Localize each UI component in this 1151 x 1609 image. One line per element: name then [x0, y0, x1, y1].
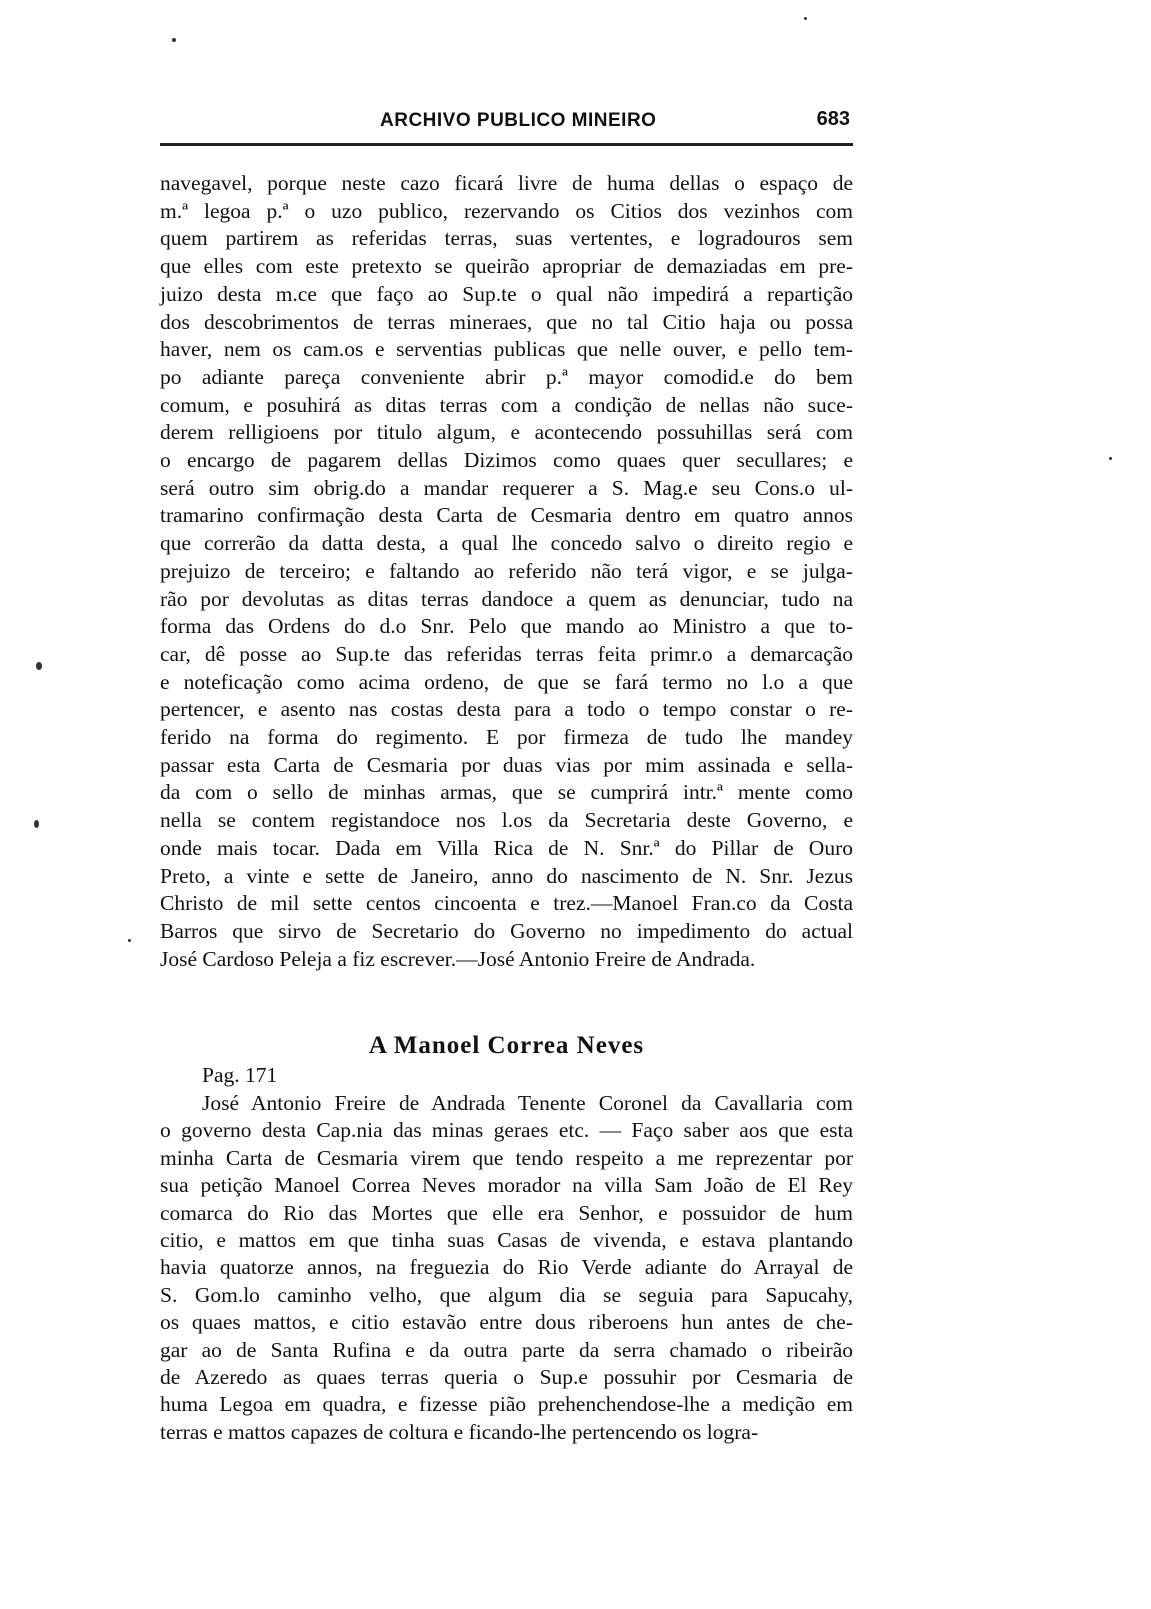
running-header — [160, 104, 860, 140]
scan-speck — [1109, 457, 1112, 460]
text-line: derem relligioens por titulo algum, e acontecendo possuhillas será com — [160, 420, 853, 445]
header-rule — [160, 143, 853, 146]
text-line: quem partirem as referidas terras, suas vertentes, e logradouros sem — [160, 226, 853, 251]
text-line: e noteficação como acima ordeno, de que se fará termo no l.o a que — [160, 669, 853, 694]
text-line: m.ª legoa p.ª o uzo publico, rezervando os Citios dos vezinhos com — [160, 198, 853, 223]
scan-speck — [128, 939, 131, 942]
text-line: onde mais tocar. Dada em Villa Rica de N. Snr.ª do Pillar de Ouro — [160, 835, 853, 860]
text-line: o governo desta Cap.nia das minas geraes etc. — Faço saber aos que esta — [160, 1118, 853, 1143]
text-line: da com o sello de minhas armas, que se cumprirá intr.ª mente como — [160, 780, 853, 805]
scan-speck — [172, 38, 176, 42]
text-line: que correrão da datta desta, a qual lhe concedo salvo o direito regio e — [160, 531, 853, 556]
section-title: A Manoel Correa Neves — [368, 1032, 645, 1059]
text-line: terras e mattos capazes de coltura e ficando-lhe pertencendo os logra- — [160, 1419, 759, 1444]
paragraph-1 — [160, 170, 853, 973]
text-line: passar esta Carta de Cesmaria por duas vias por mim assinada e sella- — [160, 752, 853, 777]
scan-speck — [36, 662, 42, 670]
text-line: minha Carta de Cesmaria virem que tendo respeito a me reprezentar por — [160, 1145, 853, 1170]
text-line: sua petição Manoel Correa Neves morador na villa Sam João de El Rey — [160, 1173, 853, 1198]
text-line: havia quatorze annos, na freguezia do Rio Verde adiante do Arrayal de — [160, 1255, 853, 1280]
text-line: ferido na forma do regimento. E por firmeza de tudo lhe mandey — [160, 725, 853, 750]
text-line: juizo desta m.ce que faço ao Sup.te o qual não impedirá a repartição — [160, 281, 853, 306]
header-title: ARCHIVO PUBLICO MINEIRO — [380, 110, 657, 131]
scan-speck — [34, 820, 39, 828]
text-line: comarca do Rio das Mortes que elle era Senhor, e possuidor de hum — [160, 1200, 853, 1225]
text-line: haver, nem os cam.os e serventias publicas que nelle ouver, e pello tem- — [160, 337, 853, 362]
text-line: José Antonio Freire de Andrada Tenente Coronel da Cavallaria com — [202, 1091, 853, 1115]
text-line: que elles com este pretexto se queirão apropriar de demaziadas em pre- — [160, 254, 853, 279]
text-line: comum, e posuhirá as ditas terras com a condição de nellas não suce- — [160, 392, 853, 417]
text-line: po adiante pareça conveniente abrir p.ª mayor comodid.e do bem — [160, 364, 853, 389]
text-line: huma Legoa em quadra, e fizesse pião prehenchendose-lhe a medição em — [160, 1392, 853, 1417]
text-line: dos descobrimentos de terras mineraes, que no tal Citio haja ou possa — [160, 309, 853, 334]
text-line: Christo de mil sette centos cincoenta e trez.—Manoel Fran.co da Costa — [160, 891, 853, 916]
paragraph-2 — [160, 1090, 853, 1446]
page-reference: Pag. 171 — [202, 1063, 278, 1087]
text-line: navegavel, porque neste cazo ficará livre de huma dellas o espaço de — [160, 171, 853, 195]
text-line: tramarino confirmação desta Carta de Cesmaria dentro em quatro annos — [160, 503, 853, 528]
text-line: Barros que sirvo de Secretario do Governo no impedimento do actual — [160, 918, 853, 943]
text-line: car, dê posse ao Sup.te das referidas terras feita primr.o a demarcação — [160, 641, 853, 666]
text-line: os quaes mattos, e citio estavão entre dous riberoens hun antes de che- — [160, 1310, 853, 1335]
text-line: S. Gom.lo caminho velho, que algum dia se seguia para Sapucahy, — [160, 1282, 853, 1307]
text-line: pertencer, e asento nas costas desta para a todo o tempo constar o re- — [160, 697, 853, 722]
text-line: nella se contem registandoce nos l.os da Secretaria deste Governo, e — [160, 808, 853, 833]
text-line: citio, e mattos em que tinha suas Casas de vivenda, e estava plantando — [160, 1228, 853, 1253]
text-line: Preto, a vinte e sette de Janeiro, anno do nascimento de N. Snr. Jezus — [160, 863, 853, 888]
text-line: gar ao de Santa Rufina e da outra parte da serra chamado o ribeirão — [160, 1337, 853, 1362]
scan-speck — [804, 17, 807, 20]
text-line: o encargo de pagarem dellas Dizimos como quaes quer secullares; e — [160, 448, 853, 473]
text-line: de Azeredo as quaes terras queria o Sup.e possuhir por Cesmaria de — [160, 1365, 853, 1390]
text-line: forma das Ordens do d.o Snr. Pelo que mando ao Ministro a que to- — [160, 614, 853, 639]
text-line: rão por devolutas as ditas terras dandoce a quem as denunciar, tudo na — [160, 586, 853, 611]
text-line: José Cardoso Peleja a fiz escrever.—José Antonio Freire de Andrada. — [160, 946, 756, 971]
text-line: será outro sim obrig.do a mandar requerer a S. Mag.e seu Cons.o ul- — [160, 475, 853, 500]
page-number: 683 — [816, 108, 850, 130]
text-line: prejuizo de terceiro; e faltando ao referido não terá vigor, e se julga- — [160, 558, 853, 583]
